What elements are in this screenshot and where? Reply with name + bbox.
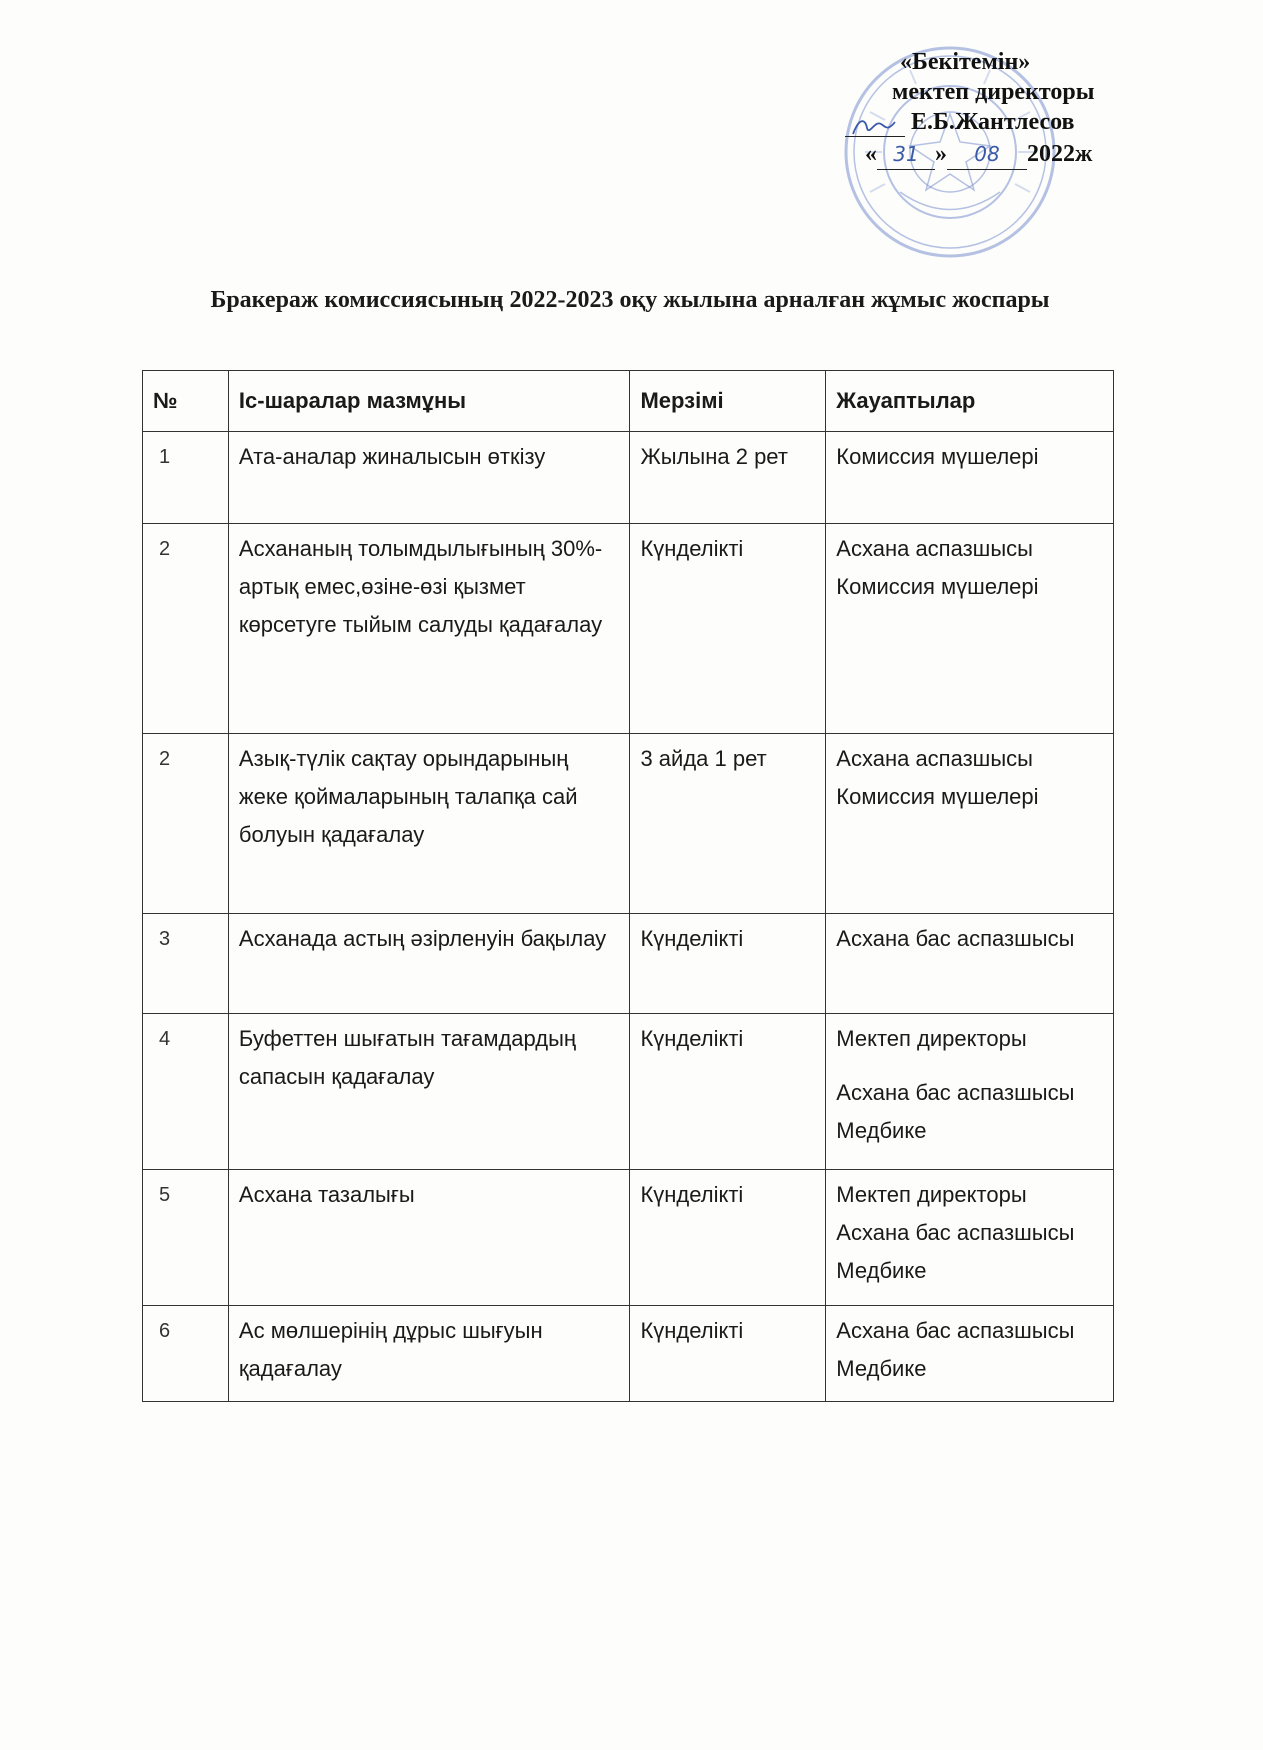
table-row [143,1306,1114,1402]
responsible-line-1: Мектеп директоры [836,1026,1027,1051]
table-row [143,1014,1114,1170]
table-row [143,734,1114,914]
row-deadline: Күнделікті [630,1306,826,1402]
handwritten-signature [845,114,905,138]
header-responsible: Жауаптылар [826,371,1114,432]
row-content: Буфеттен шығатын тағамдардың сапасын қадағалау [228,1014,630,1170]
row-deadline: Күнделікті [630,524,826,734]
row-deadline: Күнделікті [630,1170,826,1306]
row-content: Ата-аналар жиналысын өткізу [228,432,630,524]
row-num: 2 [143,524,229,734]
row-responsible: Асхана аспазшысы Комиссия мүшелері [826,734,1114,914]
director-name: Е.Б.Жантлесов [911,109,1075,135]
row-num: 5 [143,1170,229,1306]
header-content: Іс-шаралар мазмұны [228,371,630,432]
approval-position: мектеп директоры [892,79,1095,105]
approval-heading: «Бекітемін» [900,49,1031,75]
page-title: Бракераж комиссиясының 2022-2023 оқу жылына арналған жұмыс жоспары [210,287,1050,313]
row-num: 3 [143,914,229,1014]
row-deadline: Күнделікті [630,914,826,1014]
row-deadline: Күнделікті [630,1014,826,1170]
table-row [143,914,1114,1014]
row-num: 6 [143,1306,229,1402]
row-responsible: Асхана бас аспазшысы Медбике [826,1306,1114,1402]
row-content: Азық-түлік сақтау орындарының жеке қоймаларының талапқа сай болуын қадағалау [228,734,630,914]
date-day: 31 [877,139,935,170]
row-content: Асхана тазалығы [228,1170,630,1306]
responsible-line-2: Асхана бас аспазшысы Медбике [836,1080,1075,1143]
table-header-row [143,371,1114,432]
header-deadline: Мерзімі [630,371,826,432]
approval-block [840,42,1140,202]
row-deadline: Жылына 2 рет [630,432,826,524]
date-year: 2022ж [1027,141,1093,167]
row-responsible: Мектеп директоры Асхана бас аспазшысы Медбике [826,1170,1114,1306]
row-content: Асхананың толымдылығының 30%-артық емес,өзіне-өзі қызмет көрсетуге тыйым салуды қадағалау [228,524,630,734]
row-responsible: Асхана бас аспазшысы [826,914,1114,1014]
table-row [143,432,1114,524]
row-num: 2 [143,734,229,914]
row-num: 4 [143,1014,229,1170]
row-responsible [826,1014,1114,1170]
table-row [143,1170,1114,1306]
row-content: Асханада астың әзірленуін бақылау [228,914,630,1014]
signature-field [845,114,905,137]
approval-date: « 31 » 08 2022ж [865,139,1092,170]
header-num: № [143,371,229,432]
row-content: Ас мөлшерінің дұрыс шығуын қадағалау [228,1306,630,1402]
work-plan-table [142,370,1114,1402]
row-responsible: Асхана аспазшысы Комиссия мүшелері [826,524,1114,734]
table-row [143,524,1114,734]
date-month: 08 [947,139,1027,170]
approval-signature-line [845,107,1074,137]
row-responsible: Комиссия мүшелері [826,432,1114,524]
row-num: 1 [143,432,229,524]
row-deadline: 3 айда 1 рет [630,734,826,914]
